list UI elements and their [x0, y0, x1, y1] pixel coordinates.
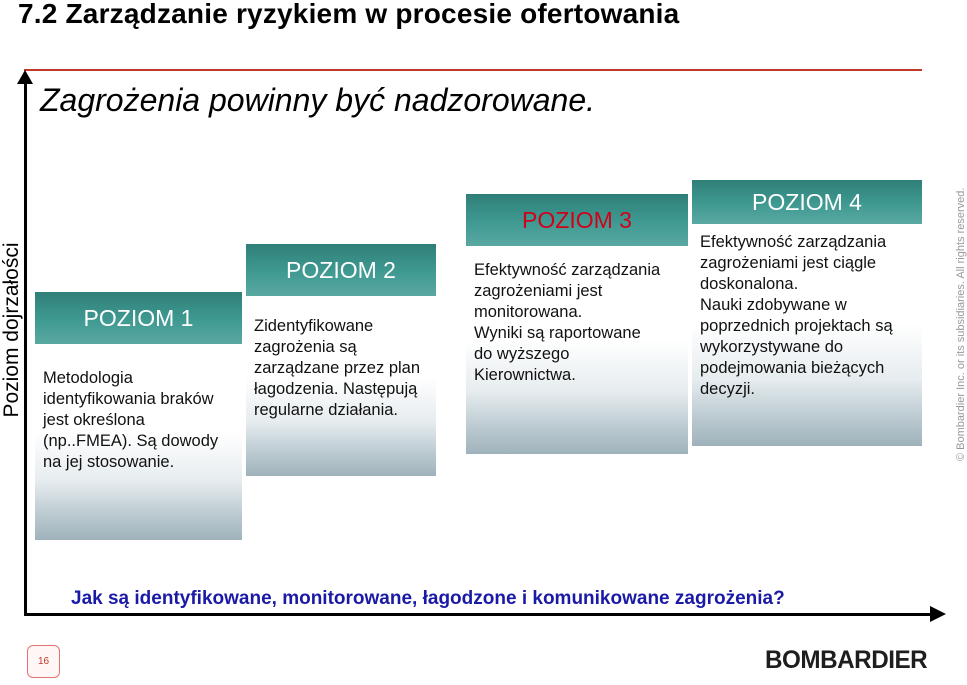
level-2-line: zarządzane przez plan — [254, 359, 421, 377]
level-3-line: Wyniki są raportowane — [474, 324, 641, 342]
level-1-title: POZIOM 1 — [35, 292, 242, 344]
level-4-line: podejmowania bieżących — [700, 359, 885, 377]
level-3-box — [466, 194, 688, 454]
level-2-line: łagodzenia. Następują — [254, 380, 418, 398]
level-1-line: Metodologia — [43, 369, 133, 387]
level-2-title: POZIOM 2 — [246, 244, 436, 296]
level-3-line: monitorowana. — [474, 303, 583, 321]
level-1-body — [35, 344, 242, 540]
level-2-body — [246, 296, 436, 476]
level-1-line: jest określona — [43, 411, 145, 429]
level-2-line: regularne działania. — [254, 401, 399, 419]
level-3-line: Efektywność zarządzania — [474, 261, 661, 279]
copyright-notice: © Bombardier Inc. or its subsidiaries. All rights reserved. — [955, 187, 967, 461]
level-2-line: zagrożenia są — [254, 338, 357, 356]
level-4-body — [692, 224, 922, 446]
level-4-line: Nauki zdobywane w — [700, 296, 847, 314]
level-1-line: identyfikowania braków — [43, 390, 214, 408]
y-axis-label: Poziom dojrzałości — [0, 242, 23, 418]
level-1-line: (np..FMEA). Są dowody — [43, 432, 219, 450]
level-2-box — [246, 244, 436, 476]
level-3-title: POZIOM 3 — [466, 194, 688, 246]
level-4-line: poprzednich projektach są — [700, 317, 893, 335]
slide-title: 7.2 Zarządzanie ryzykiem w procesie ofertowania — [18, 0, 680, 29]
y-axis-arrow-icon — [17, 70, 33, 84]
level-4-box — [692, 180, 922, 446]
level-2-line: Zidentyfikowane — [254, 317, 374, 335]
level-4-line: wykorzystywane do — [700, 338, 844, 356]
level-4-line: doskonalona. — [700, 275, 799, 293]
level-4-title: POZIOM 4 — [692, 180, 922, 224]
level-3-line: Kierownictwa. — [474, 366, 576, 384]
y-axis-line — [24, 80, 27, 615]
level-4-line: zagrożeniami jest ciągle — [700, 254, 877, 272]
x-axis-arrow-icon — [930, 606, 946, 622]
level-3-line: do wyższego — [474, 345, 570, 363]
level-4-line: decyzji. — [700, 380, 756, 398]
level-3-line: zagrożeniami jest — [474, 282, 603, 300]
page-number: 16 — [27, 645, 60, 678]
title-rule — [24, 69, 922, 71]
key-question: Jak są identyfikowane, monitorowane, łagodzone i komunikowane zagrożenia? — [71, 588, 785, 609]
bombardier-logo: BOMBARDIER — [765, 646, 928, 674]
level-1-box — [35, 292, 242, 540]
level-3-body — [466, 246, 688, 454]
x-axis-line — [24, 613, 932, 616]
level-4-line: Efektywność zarządzania — [700, 233, 887, 251]
slide-subtitle: Zagrożenia powinny być nadzorowane. — [40, 82, 595, 118]
level-1-line: na jej stosowanie. — [43, 453, 175, 471]
